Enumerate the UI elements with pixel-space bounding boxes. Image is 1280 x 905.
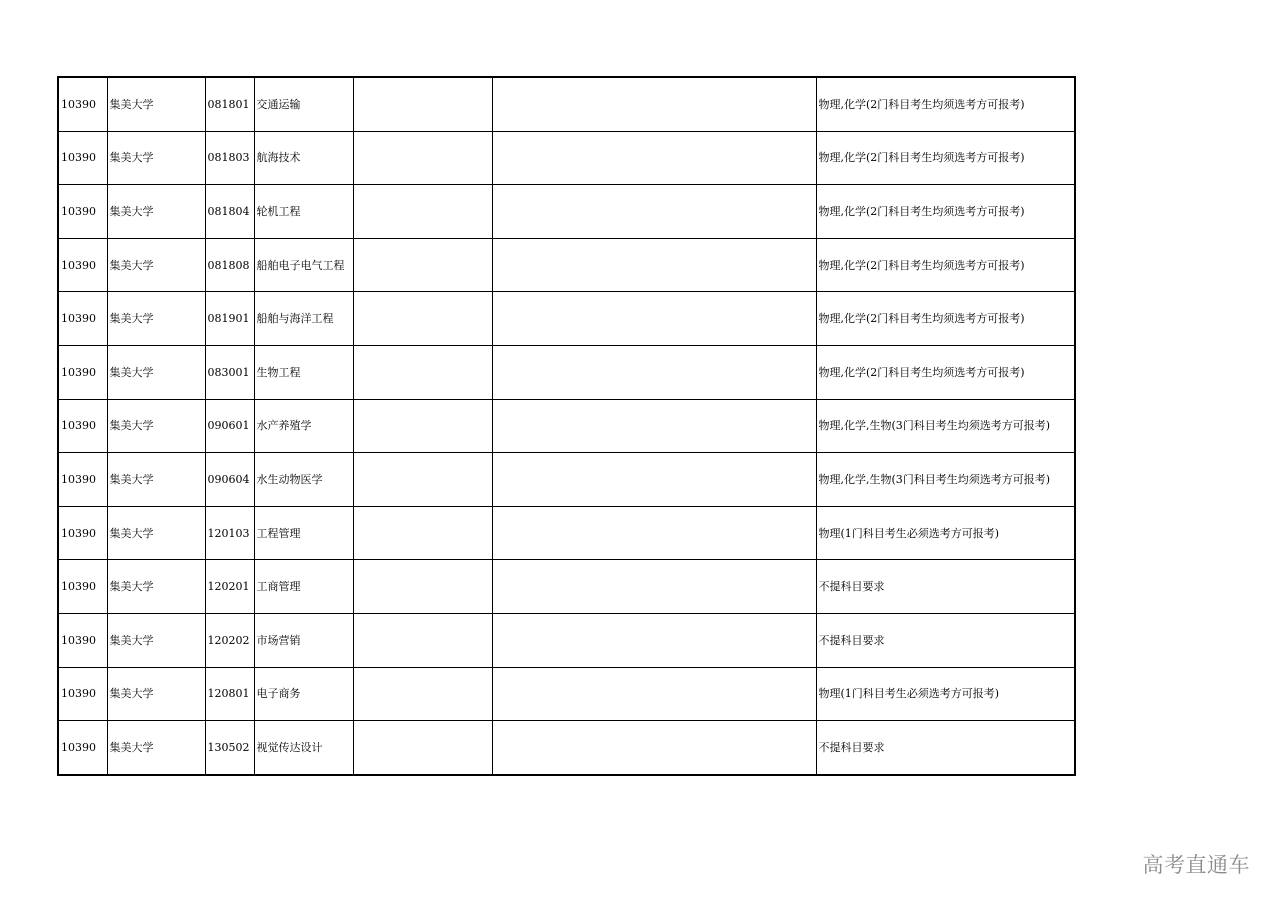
major-name-cell: 市场营销 <box>254 613 353 667</box>
requirements-table-container <box>57 76 1076 776</box>
table-row <box>58 453 1075 507</box>
table-row <box>58 721 1075 775</box>
institution-name-cell: 集美大学 <box>107 399 205 453</box>
table-row <box>58 345 1075 399</box>
institution-code-cell: 10390 <box>58 238 107 292</box>
table-row <box>58 238 1075 292</box>
major-name-cell: 交通运输 <box>254 77 353 131</box>
subject-requirement-cell: 不提科目要求 <box>816 560 1075 614</box>
major-code-cell: 090604 <box>205 453 254 507</box>
major-code-cell: 081804 <box>205 185 254 239</box>
subject-requirement-cell: 物理(1门科目考生必须选考方可报考) <box>816 667 1075 721</box>
institution-code-cell: 10390 <box>58 399 107 453</box>
subject-requirement-cell: 物理,化学(2门科目考生均须选考方可报考) <box>816 131 1075 185</box>
major-name-cell: 水生动物医学 <box>254 453 353 507</box>
watermark-logo: 高考直通车 <box>1142 853 1250 877</box>
empty-cell <box>492 560 816 614</box>
table-body <box>58 77 1075 775</box>
major-code-cell: 090601 <box>205 399 254 453</box>
empty-cell <box>492 131 816 185</box>
empty-cell <box>353 560 492 614</box>
empty-cell <box>353 453 492 507</box>
table-row <box>58 506 1075 560</box>
table-row <box>58 185 1075 239</box>
major-name-cell: 轮机工程 <box>254 185 353 239</box>
empty-cell <box>492 345 816 399</box>
institution-code-cell: 10390 <box>58 667 107 721</box>
major-name-cell: 船舶与海洋工程 <box>254 292 353 346</box>
institution-name-cell: 集美大学 <box>107 506 205 560</box>
empty-cell <box>353 399 492 453</box>
institution-code-cell: 10390 <box>58 77 107 131</box>
subject-requirement-cell: 物理,化学,生物(3门科目考生均须选考方可报考) <box>816 399 1075 453</box>
empty-cell <box>353 131 492 185</box>
empty-cell <box>353 238 492 292</box>
table-row <box>58 77 1075 131</box>
institution-name-cell: 集美大学 <box>107 131 205 185</box>
subject-requirement-cell: 不提科目要求 <box>816 613 1075 667</box>
major-name-cell: 水产养殖学 <box>254 399 353 453</box>
major-code-cell: 120103 <box>205 506 254 560</box>
subject-requirement-cell: 物理(1门科目考生必须选考方可报考) <box>816 506 1075 560</box>
empty-cell <box>492 185 816 239</box>
subject-requirement-cell: 物理,化学(2门科目考生均须选考方可报考) <box>816 238 1075 292</box>
institution-name-cell: 集美大学 <box>107 345 205 399</box>
subject-requirement-cell: 不提科目要求 <box>816 721 1075 775</box>
table-row <box>58 399 1075 453</box>
major-code-cell: 081801 <box>205 77 254 131</box>
table-row <box>58 560 1075 614</box>
empty-cell <box>492 667 816 721</box>
empty-cell <box>492 721 816 775</box>
subject-requirement-cell: 物理,化学(2门科目考生均须选考方可报考) <box>816 345 1075 399</box>
institution-name-cell: 集美大学 <box>107 721 205 775</box>
empty-cell <box>353 185 492 239</box>
institution-code-cell: 10390 <box>58 185 107 239</box>
major-name-cell: 电子商务 <box>254 667 353 721</box>
empty-cell <box>492 77 816 131</box>
table-row <box>58 613 1075 667</box>
subject-requirement-cell: 物理,化学(2门科目考生均须选考方可报考) <box>816 292 1075 346</box>
institution-code-cell: 10390 <box>58 453 107 507</box>
table-row <box>58 667 1075 721</box>
major-code-cell: 120801 <box>205 667 254 721</box>
table-row <box>58 131 1075 185</box>
subject-requirement-cell: 物理,化学,生物(3门科目考生均须选考方可报考) <box>816 453 1075 507</box>
major-code-cell: 081808 <box>205 238 254 292</box>
empty-cell <box>492 453 816 507</box>
institution-code-cell: 10390 <box>58 345 107 399</box>
subject-requirement-cell: 物理,化学(2门科目考生均须选考方可报考) <box>816 185 1075 239</box>
major-name-cell: 生物工程 <box>254 345 353 399</box>
subject-requirements-table <box>57 76 1076 776</box>
institution-name-cell: 集美大学 <box>107 77 205 131</box>
major-name-cell: 船舶电子电气工程 <box>254 238 353 292</box>
empty-cell <box>353 292 492 346</box>
major-name-cell: 工商管理 <box>254 560 353 614</box>
major-code-cell: 130502 <box>205 721 254 775</box>
major-code-cell: 120202 <box>205 613 254 667</box>
institution-name-cell: 集美大学 <box>107 560 205 614</box>
major-code-cell: 120201 <box>205 560 254 614</box>
empty-cell <box>353 613 492 667</box>
institution-name-cell: 集美大学 <box>107 238 205 292</box>
empty-cell <box>353 721 492 775</box>
institution-code-cell: 10390 <box>58 613 107 667</box>
empty-cell <box>492 399 816 453</box>
institution-code-cell: 10390 <box>58 560 107 614</box>
empty-cell <box>353 77 492 131</box>
major-code-cell: 081901 <box>205 292 254 346</box>
empty-cell <box>353 667 492 721</box>
institution-code-cell: 10390 <box>58 131 107 185</box>
subject-requirement-cell: 物理,化学(2门科目考生均须选考方可报考) <box>816 77 1075 131</box>
major-name-cell: 航海技术 <box>254 131 353 185</box>
institution-code-cell: 10390 <box>58 721 107 775</box>
institution-name-cell: 集美大学 <box>107 667 205 721</box>
institution-name-cell: 集美大学 <box>107 613 205 667</box>
major-code-cell: 083001 <box>205 345 254 399</box>
institution-name-cell: 集美大学 <box>107 292 205 346</box>
major-name-cell: 工程管理 <box>254 506 353 560</box>
institution-code-cell: 10390 <box>58 292 107 346</box>
empty-cell <box>353 506 492 560</box>
major-name-cell: 视觉传达设计 <box>254 721 353 775</box>
table-row <box>58 292 1075 346</box>
empty-cell <box>492 292 816 346</box>
institution-code-cell: 10390 <box>58 506 107 560</box>
institution-name-cell: 集美大学 <box>107 185 205 239</box>
major-code-cell: 081803 <box>205 131 254 185</box>
empty-cell <box>492 238 816 292</box>
empty-cell <box>353 345 492 399</box>
empty-cell <box>492 506 816 560</box>
empty-cell <box>492 613 816 667</box>
institution-name-cell: 集美大学 <box>107 453 205 507</box>
